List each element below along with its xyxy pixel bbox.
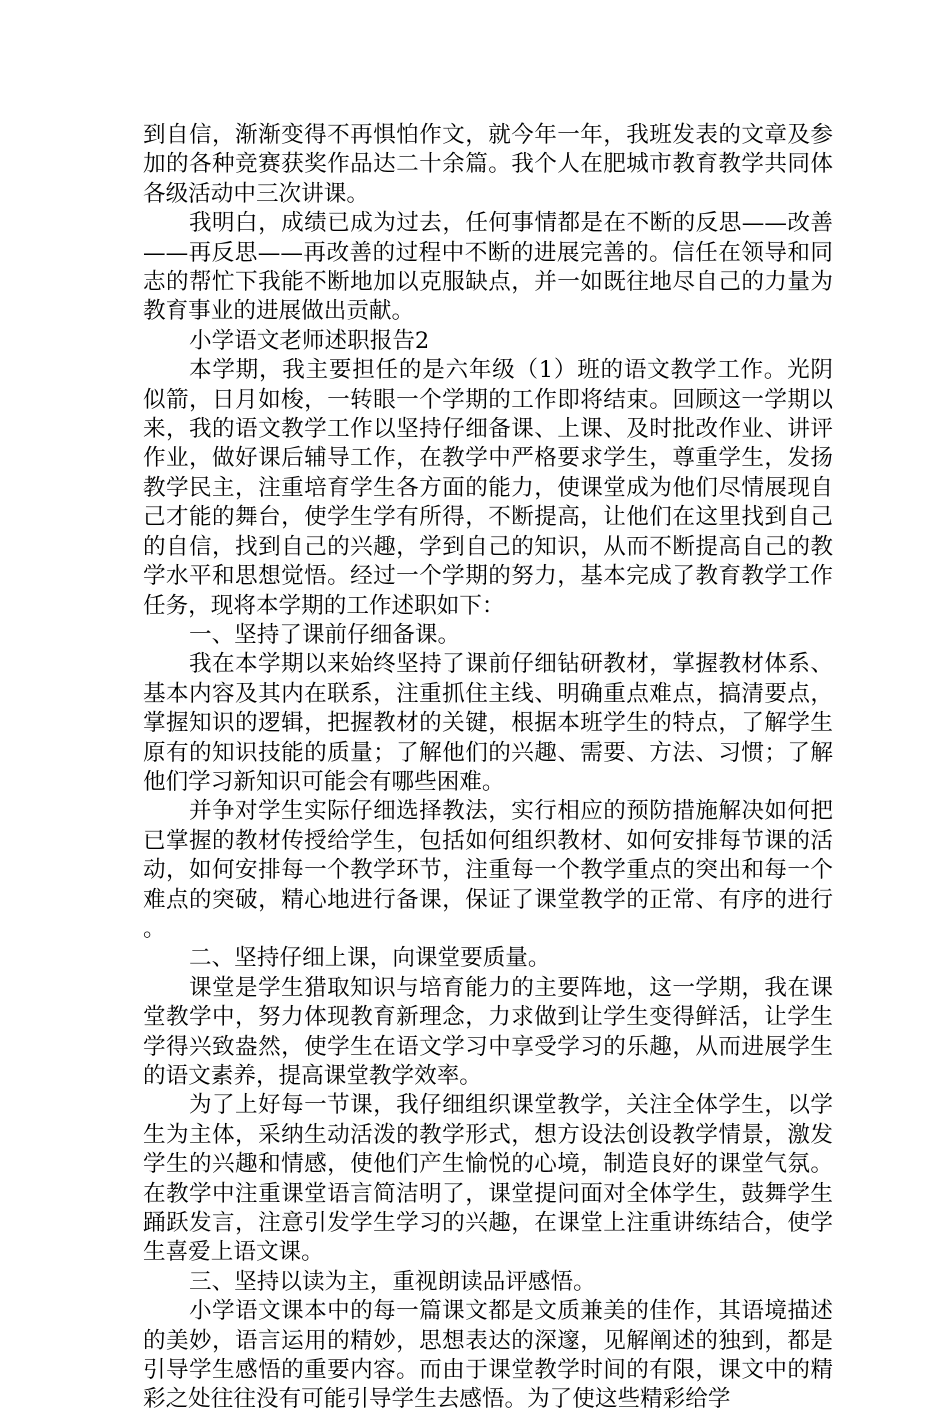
paragraph-2: 我明白，成绩已成为过去，任何事情都是在不断的反思——改善——再反思——再改善的过程中不断的进展完善的。信任在领导和同志的帮忙下我能不断地加以克服缺点，并一如既往地尽自己的力量为教育事业的进展做出贡献。 [143,210,833,325]
paragraph-8: 小学语文课本中的每一篇课文都是文质兼美的佳作，其语境描述的美妙，语言运用的精妙，思想表达的深邃，见解阐述的独到，都是引导学生感悟的重要内容。而由于课堂教学时间的有限，课文中的精彩之处往往没有可能引导学生去感悟。为了使这些精彩给学 [143,1298,833,1413]
heading-3: 三、坚持以读为主，重视朗读品评感悟。 [189,1268,596,1295]
paragraph-4: 我在本学期以来始终坚持了课前仔细钻研教材，掌握教材体系、基本内容及其内在联系，注重抓住主线、明确重点难点，搞清要点，掌握知识的逻辑，把握教材的关键，根据本班学生的特点，了解学生原有的知识技能的质量；了解他们的兴趣、需要、方法、习惯；了解他们学习新知识可能会有哪些困难。 [143,651,833,795]
heading-2: 二、坚持仔细上课，向课堂要质量。 [189,945,551,972]
paragraph-5: 并争对学生实际仔细选择教法，实行相应的预防措施解决如何把已掌握的教材传授给学生，包括如何组织教材、如何安排每节课的活动，如何安排每一个教学环节，注重每一个教学重点的突出和每一个难点的突破，精心地进行备课，保证了课堂教学的正常、有序的进行。 [143,798,833,942]
document-page [143,121,833,1415]
section-title: 小学语文老师述职报告2 [189,327,430,354]
paragraph-intro: 本学期，我主要担任的是六年级（1）班的语文教学工作。光阴似箭，日月如梭，一转眼一个学期的工作即将结束。回顾这一学期以来，我的语文教学工作以坚持仔细备课、上课、及时批改作业、讲评作业，做好课后辅导工作，在教学中严格要求学生，尊重学生，发扬教学民主，注重培育学生各方面的能力，使课堂成为他们尽情展现自己才能的舞台，使学生学有所得，不断提高，让他们在这里找到自己的自信，找到自己的兴趣，学到自己的知识，从而不断提高自己的教学水平和思想觉悟。经过一个学期的努力，基本完成了教育教学工作任务，现将本学期的工作述职如下： [143,357,833,619]
paragraph-7: 为了上好每一节课，我仔细组织课堂教学，关注全体学生，以学生为主体，采纳生动活泼的教学形式，想方设法创设教学情景，激发学生的兴趣和情感，使他们产生愉悦的心境，制造良好的课堂气氛。在教学中注重课堂语言简洁明了，课堂提问面对全体学生，鼓舞学生踊跃发言，注意引发学生学习的兴趣，在课堂上注重讲练结合，使学生喜爱上语文课。 [143,1092,833,1266]
paragraph-1: 到自信，渐渐变得不再惧怕作文，就今年一年，我班发表的文章及参加的各种竞赛获奖作品达二十余篇。我个人在肥城市教育教学共同体各级活动中三次讲课。 [143,122,833,207]
paragraph-6: 课堂是学生猎取知识与培育能力的主要阵地，这一学期，我在课堂教学中，努力体现教育新理念，力求做到让学生变得鲜活，让学生学得兴致盎然，使学生在语文学习中享受学习的乐趣，从而进展学生的语文素养，提高课堂教学效率。 [143,974,833,1089]
heading-1: 一、坚持了课前仔细备课。 [189,621,461,648]
